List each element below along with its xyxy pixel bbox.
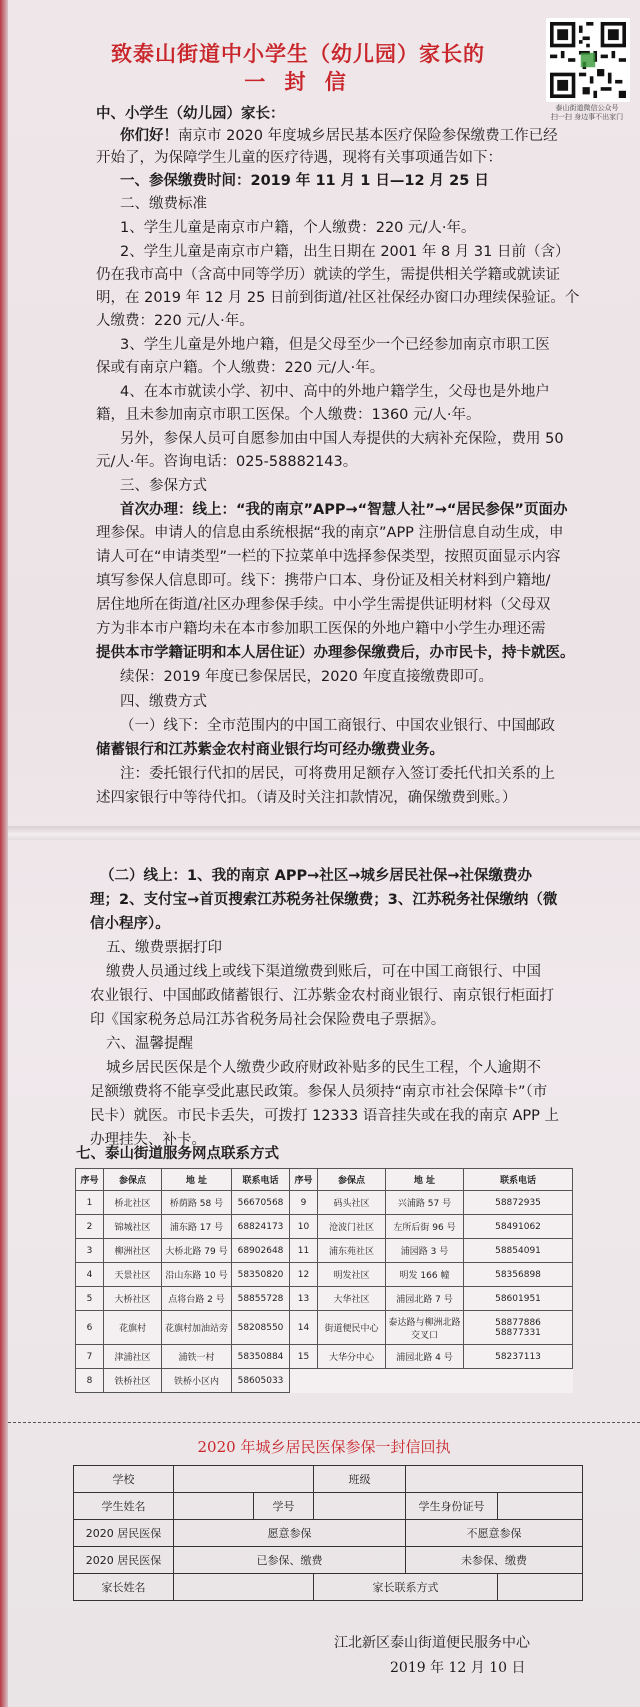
table-cell: 8 xyxy=(76,1369,104,1393)
table-cell: 大桥北路 79 号 xyxy=(162,1239,232,1263)
reply-label-parent-contact: 家长联系方式 xyxy=(314,1574,498,1601)
table-cell: 58350884 xyxy=(232,1345,290,1369)
table-header-cell: 序号 xyxy=(290,1169,318,1191)
table-cell: 浦铁一村 xyxy=(162,1345,232,1369)
reply-label-insurance-1: 2020 居民医保 xyxy=(74,1520,174,1547)
reply-label-parent-name: 家长姓名 xyxy=(74,1574,174,1601)
method-line1: 首次办理：线上：“我的南京”APP→“智慧人社”→“居民参保”页面办 xyxy=(120,502,568,518)
table-cell: 58855728 xyxy=(232,1287,290,1311)
method-line6: 方为非本市户籍均未在本市参加职工医保的外地户籍中小学生办理还需 xyxy=(96,621,546,637)
table-cell: 9 xyxy=(290,1191,318,1215)
table-cell: 浦园路 3 号 xyxy=(386,1239,464,1263)
reply-row xyxy=(74,1520,583,1547)
table-cell: 1 xyxy=(76,1191,104,1215)
tips-line4: 办理挂失、补卡。 xyxy=(90,1132,206,1148)
receipt-line2: 农业银行、中国邮政储蓄银行、江苏紫金农村商业银行、南京银行柜面打 xyxy=(90,988,554,1004)
reply-row xyxy=(74,1466,583,1493)
section-6-heading: 六、温馨提醒 xyxy=(106,1036,193,1052)
table-cell: 58854091 xyxy=(464,1239,573,1263)
reply-field-student-no[interactable] xyxy=(314,1493,406,1520)
table-cell: 58605033 xyxy=(232,1369,290,1393)
section-2-heading: 二、缴费标准 xyxy=(120,196,207,212)
table-cell: 大华分中心 xyxy=(318,1345,386,1369)
standard-2-line4: 人缴费：220 元/人·年。 xyxy=(96,313,254,329)
table-cell: 7 xyxy=(76,1345,104,1369)
reply-row xyxy=(74,1493,583,1520)
table-header-cell: 参保点 xyxy=(104,1169,162,1191)
table-cell: 浦东路 17 号 xyxy=(162,1215,232,1239)
standard-3-line1: 3、学生儿童是外地户籍，但是父母至少一个已经参加南京市职工医 xyxy=(120,337,550,353)
section-3-heading: 三、参保方式 xyxy=(120,478,207,494)
table-cell: 68824173 xyxy=(232,1215,290,1239)
reply-label-insurance-2: 2020 居民医保 xyxy=(74,1547,174,1574)
reply-field-student-id[interactable] xyxy=(498,1493,583,1520)
reply-label-student-name: 学生姓名 xyxy=(74,1493,174,1520)
table-cell: 58237113 xyxy=(464,1345,573,1369)
section-7-heading: 七、泰山街道服务网点联系方式 xyxy=(76,1146,279,1162)
tear-line xyxy=(8,1422,640,1423)
standard-3-line2: 保或有南京户籍。个人缴费：220 元/人·年。 xyxy=(96,360,385,376)
table-cell: 桥荫路 58 号 xyxy=(162,1191,232,1215)
tips-line1: 城乡居民医保是个人缴费少政府财政补贴多的民生工程，个人逾期不 xyxy=(106,1060,541,1076)
table-cell: 58877886 58877331 xyxy=(464,1311,573,1345)
table-header-cell: 联系电话 xyxy=(464,1169,573,1191)
table-cell: 58208550 xyxy=(232,1311,290,1345)
table-cell: 4 xyxy=(76,1263,104,1287)
table-cell: 浦园北路 4 号 xyxy=(386,1345,464,1369)
table-cell xyxy=(318,1369,386,1393)
table-row xyxy=(76,1239,573,1263)
table-cell: 3 xyxy=(76,1239,104,1263)
standard-1: 1、学生儿童是南京市户籍，个人缴费：220 元/人·年。 xyxy=(120,220,476,236)
reply-row xyxy=(74,1547,583,1574)
qr-caption-line1: 泰山街道微信公众号 xyxy=(555,104,619,112)
standard-4-line2: 籍，且未参加南京市职工医保。个人缴费：1360 元/人·年。 xyxy=(96,407,481,423)
table-row xyxy=(76,1311,573,1345)
paper-fold xyxy=(8,826,640,840)
table-header-row xyxy=(76,1169,573,1191)
table-header-cell: 参保点 xyxy=(318,1169,386,1191)
table-row xyxy=(76,1263,573,1287)
table-row xyxy=(76,1369,573,1393)
online-line3: 信小程序）。 xyxy=(90,916,170,932)
section-5-heading: 五、缴费票据打印 xyxy=(106,940,222,956)
table-cell: 明发 166 幢 xyxy=(386,1263,464,1287)
table-cell: 大桥社区 xyxy=(104,1287,162,1311)
table-header-cell: 序号 xyxy=(76,1169,104,1191)
table-row xyxy=(76,1215,573,1239)
reply-option-not-insured[interactable]: 未参保、缴费 xyxy=(406,1547,583,1574)
table-cell: 13 xyxy=(290,1287,318,1311)
section-4-heading: 四、缴费方式 xyxy=(120,694,207,710)
method-line7: 提供本市学籍证明和本人居住证）办理参保缴费后，办市民卡，持卡就医。 xyxy=(96,645,575,661)
table-cell: 12 xyxy=(290,1263,318,1287)
reply-field-student-name[interactable] xyxy=(174,1493,254,1520)
reply-option-unwilling[interactable]: 不愿意参保 xyxy=(406,1520,583,1547)
service-sites-table xyxy=(75,1168,573,1393)
supplement-line2: 元/人·年。咨询电话：025-58882143。 xyxy=(96,454,358,470)
intro-hello: 你们好！ xyxy=(120,128,178,144)
table-header-cell: 地 址 xyxy=(386,1169,464,1191)
table-cell: 14 xyxy=(290,1311,318,1345)
qr-caption xyxy=(528,104,640,122)
table-cell xyxy=(464,1369,573,1393)
table-row xyxy=(76,1287,573,1311)
method-line4: 填写参保人信息即可。线下：携带户口本、身份证及相关材料到户籍地/ xyxy=(96,573,551,589)
reply-field-school[interactable] xyxy=(174,1466,314,1493)
intro-line2: 开始了，为保障学生儿童的医疗待遇，现将有关事项通告如下： xyxy=(96,150,502,166)
table-cell: 2 xyxy=(76,1215,104,1239)
table-cell: 柳洲社区 xyxy=(104,1239,162,1263)
letter-paper xyxy=(8,0,640,1707)
tips-line3: 民卡）就医。市民卡丢失，可拨打 12333 语音挂失或在我的南京 APP 上 xyxy=(90,1108,559,1124)
intro-line1 xyxy=(120,126,558,146)
table-cell: 铁桥小区内 xyxy=(162,1369,232,1393)
table-cell: 街道便民中心 xyxy=(318,1311,386,1345)
standard-4-line1: 4、在本市就读小学、初中、高中的外地户籍学生，父母也是外地户 xyxy=(120,384,550,400)
reply-field-parent-contact[interactable] xyxy=(498,1574,583,1601)
offline-note-line2: 述四家银行中等待代扣。（请及时关注扣款情况，确保缴费到账。） xyxy=(96,790,517,806)
table-cell: 浦东苑社区 xyxy=(318,1239,386,1263)
table-cell: 浦园北路 7 号 xyxy=(386,1287,464,1311)
online-line1: （二）线上：1、我的南京 APP→社区→城乡居民社保→社保缴费办 xyxy=(100,868,533,884)
table-cell: 15 xyxy=(290,1345,318,1369)
reply-option-willing[interactable]: 愿意参保 xyxy=(174,1520,406,1547)
table-cell: 点将台路 2 号 xyxy=(162,1287,232,1311)
receipt-line1: 缴费人员通过线上或线下渠道缴费到账后，可在中国工商银行、中国 xyxy=(106,964,541,980)
greeting: 中、小学生（幼儿园）家长： xyxy=(96,106,285,122)
reply-label-student-id: 学生身份证号 xyxy=(406,1493,498,1520)
table-cell: 桥北社区 xyxy=(104,1191,162,1215)
reply-option-insured-paid[interactable]: 已参保、缴费 xyxy=(174,1547,406,1574)
table-cell: 铁桥社区 xyxy=(104,1369,162,1393)
standard-2-line1: 2、学生儿童是南京市户籍，出生日期在 2001 年 8 月 31 日前（含） xyxy=(120,244,570,260)
table-cell: 沧波门社区 xyxy=(318,1215,386,1239)
table-cell: 58491062 xyxy=(464,1215,573,1239)
table-cell: 泰达路与柳洲北路交叉口 xyxy=(386,1311,464,1345)
reply-field-class[interactable] xyxy=(406,1466,583,1493)
table-cell: 68902648 xyxy=(232,1239,290,1263)
reply-label-student-no: 学号 xyxy=(254,1493,314,1520)
tips-line2: 足额缴费将不能享受此惠民政策。参保人员须持“南京市社会保障卡”（市 xyxy=(90,1084,548,1100)
receipt-line3: 印《国家税务总局江苏省税务局社会保险费电子票据》。 xyxy=(90,1012,446,1028)
reply-label-school: 学校 xyxy=(74,1466,174,1493)
reply-slip-title: 2020 年城乡居民医保参保一封信回执 xyxy=(197,1438,451,1456)
intro-rest: 南京市 2020 年度城乡居民基本医疗保险参保缴费工作已经 xyxy=(178,128,558,144)
table-header-cell: 联系电话 xyxy=(232,1169,290,1191)
letter-title-line2: 一 封 信 xyxy=(244,69,352,94)
standard-2-line3: 明，在 2019 年 12 月 25 日前到街道/社区社保经办窗口办理续保验证。个 xyxy=(96,290,580,306)
reply-field-parent-name[interactable] xyxy=(174,1574,314,1601)
reply-slip-table xyxy=(73,1465,583,1601)
offline-line1: （一）线下：全市范围内的中国工商银行、中国农业银行、中国邮政 xyxy=(120,718,555,734)
table-cell: 明发社区 xyxy=(318,1263,386,1287)
offline-note-line1: 注：委托银行代扣的居民，可将费用足额存入签订委托代扣关系的上 xyxy=(120,766,555,782)
table-cell: 天景社区 xyxy=(104,1263,162,1287)
qr-code-icon xyxy=(546,18,630,102)
table-cell: 10 xyxy=(290,1215,318,1239)
table-cell: 58356898 xyxy=(464,1263,573,1287)
table-cell: 码头社区 xyxy=(318,1191,386,1215)
table-cell: 11 xyxy=(290,1239,318,1263)
table-cell: 5 xyxy=(76,1287,104,1311)
method-line3: 请人可在“申请类型”一栏的下拉菜单中选择参保类型，按照页面显示内容 xyxy=(96,549,561,565)
reply-label-class: 班级 xyxy=(314,1466,406,1493)
section-1: 一、参保缴费时间：2019 年 11 月 1 日—12 月 25 日 xyxy=(120,173,489,189)
reply-row xyxy=(74,1574,583,1601)
signature-date: 2019 年 12 月 10 日 xyxy=(390,1660,526,1676)
online-line2: 理；2、支付宝→首页搜索江苏税务社保缴费；3、江苏税务社保缴纳（微 xyxy=(90,892,558,908)
table-cell: 58601951 xyxy=(464,1287,573,1311)
table-cell: 左所后街 96 号 xyxy=(386,1215,464,1239)
table-cell xyxy=(290,1369,318,1393)
table-cell: 花旗村加油站旁 xyxy=(162,1311,232,1345)
offline-line2: 储蓄银行和江苏紫金农村商业银行均可经办缴费业务。 xyxy=(96,742,444,758)
table-cell: 58350820 xyxy=(232,1263,290,1287)
letter-title-line1: 致泰山街道中小学生（幼儿园）家长的 xyxy=(111,41,485,66)
table-cell: 津浦社区 xyxy=(104,1345,162,1369)
signature-org: 江北新区泰山街道便民服务中心 xyxy=(334,1635,530,1651)
method-line5: 居住地所在街道/社区办理参保手续。中小学生需提供证明材料（父母双 xyxy=(96,597,551,613)
page-edge xyxy=(0,0,8,1707)
table-cell: 沿山东路 10 号 xyxy=(162,1263,232,1287)
renewal-line: 续保：2019 年度已参保居民，2020 年度直接缴费即可。 xyxy=(120,669,494,685)
table-cell: 大华社区 xyxy=(318,1287,386,1311)
table-cell: 56670568 xyxy=(232,1191,290,1215)
qr-caption-line2: 扫一扫 身边事不出家门 xyxy=(550,113,624,121)
table-cell: 6 xyxy=(76,1311,104,1345)
table-cell: 兴浦路 57 号 xyxy=(386,1191,464,1215)
table-header-cell: 地 址 xyxy=(162,1169,232,1191)
table-cell: 花旗村 xyxy=(104,1311,162,1345)
table-cell: 锦城社区 xyxy=(104,1215,162,1239)
table-row xyxy=(76,1345,573,1369)
method-line2: 理参保。申请人的信息由系统根据“我的南京”APP 注册信息自动生成，申 xyxy=(96,525,564,541)
table-row xyxy=(76,1191,573,1215)
supplement-line1: 另外，参保人员可自愿参加由中国人寿提供的大病补充保险，费用 50 xyxy=(120,431,564,447)
standard-2-line2: 仍在我市高中（含高中同等学历）就读的学生，需提供相关学籍或就读证 xyxy=(96,267,560,283)
table-cell xyxy=(386,1369,464,1393)
table-cell: 58872935 xyxy=(464,1191,573,1215)
